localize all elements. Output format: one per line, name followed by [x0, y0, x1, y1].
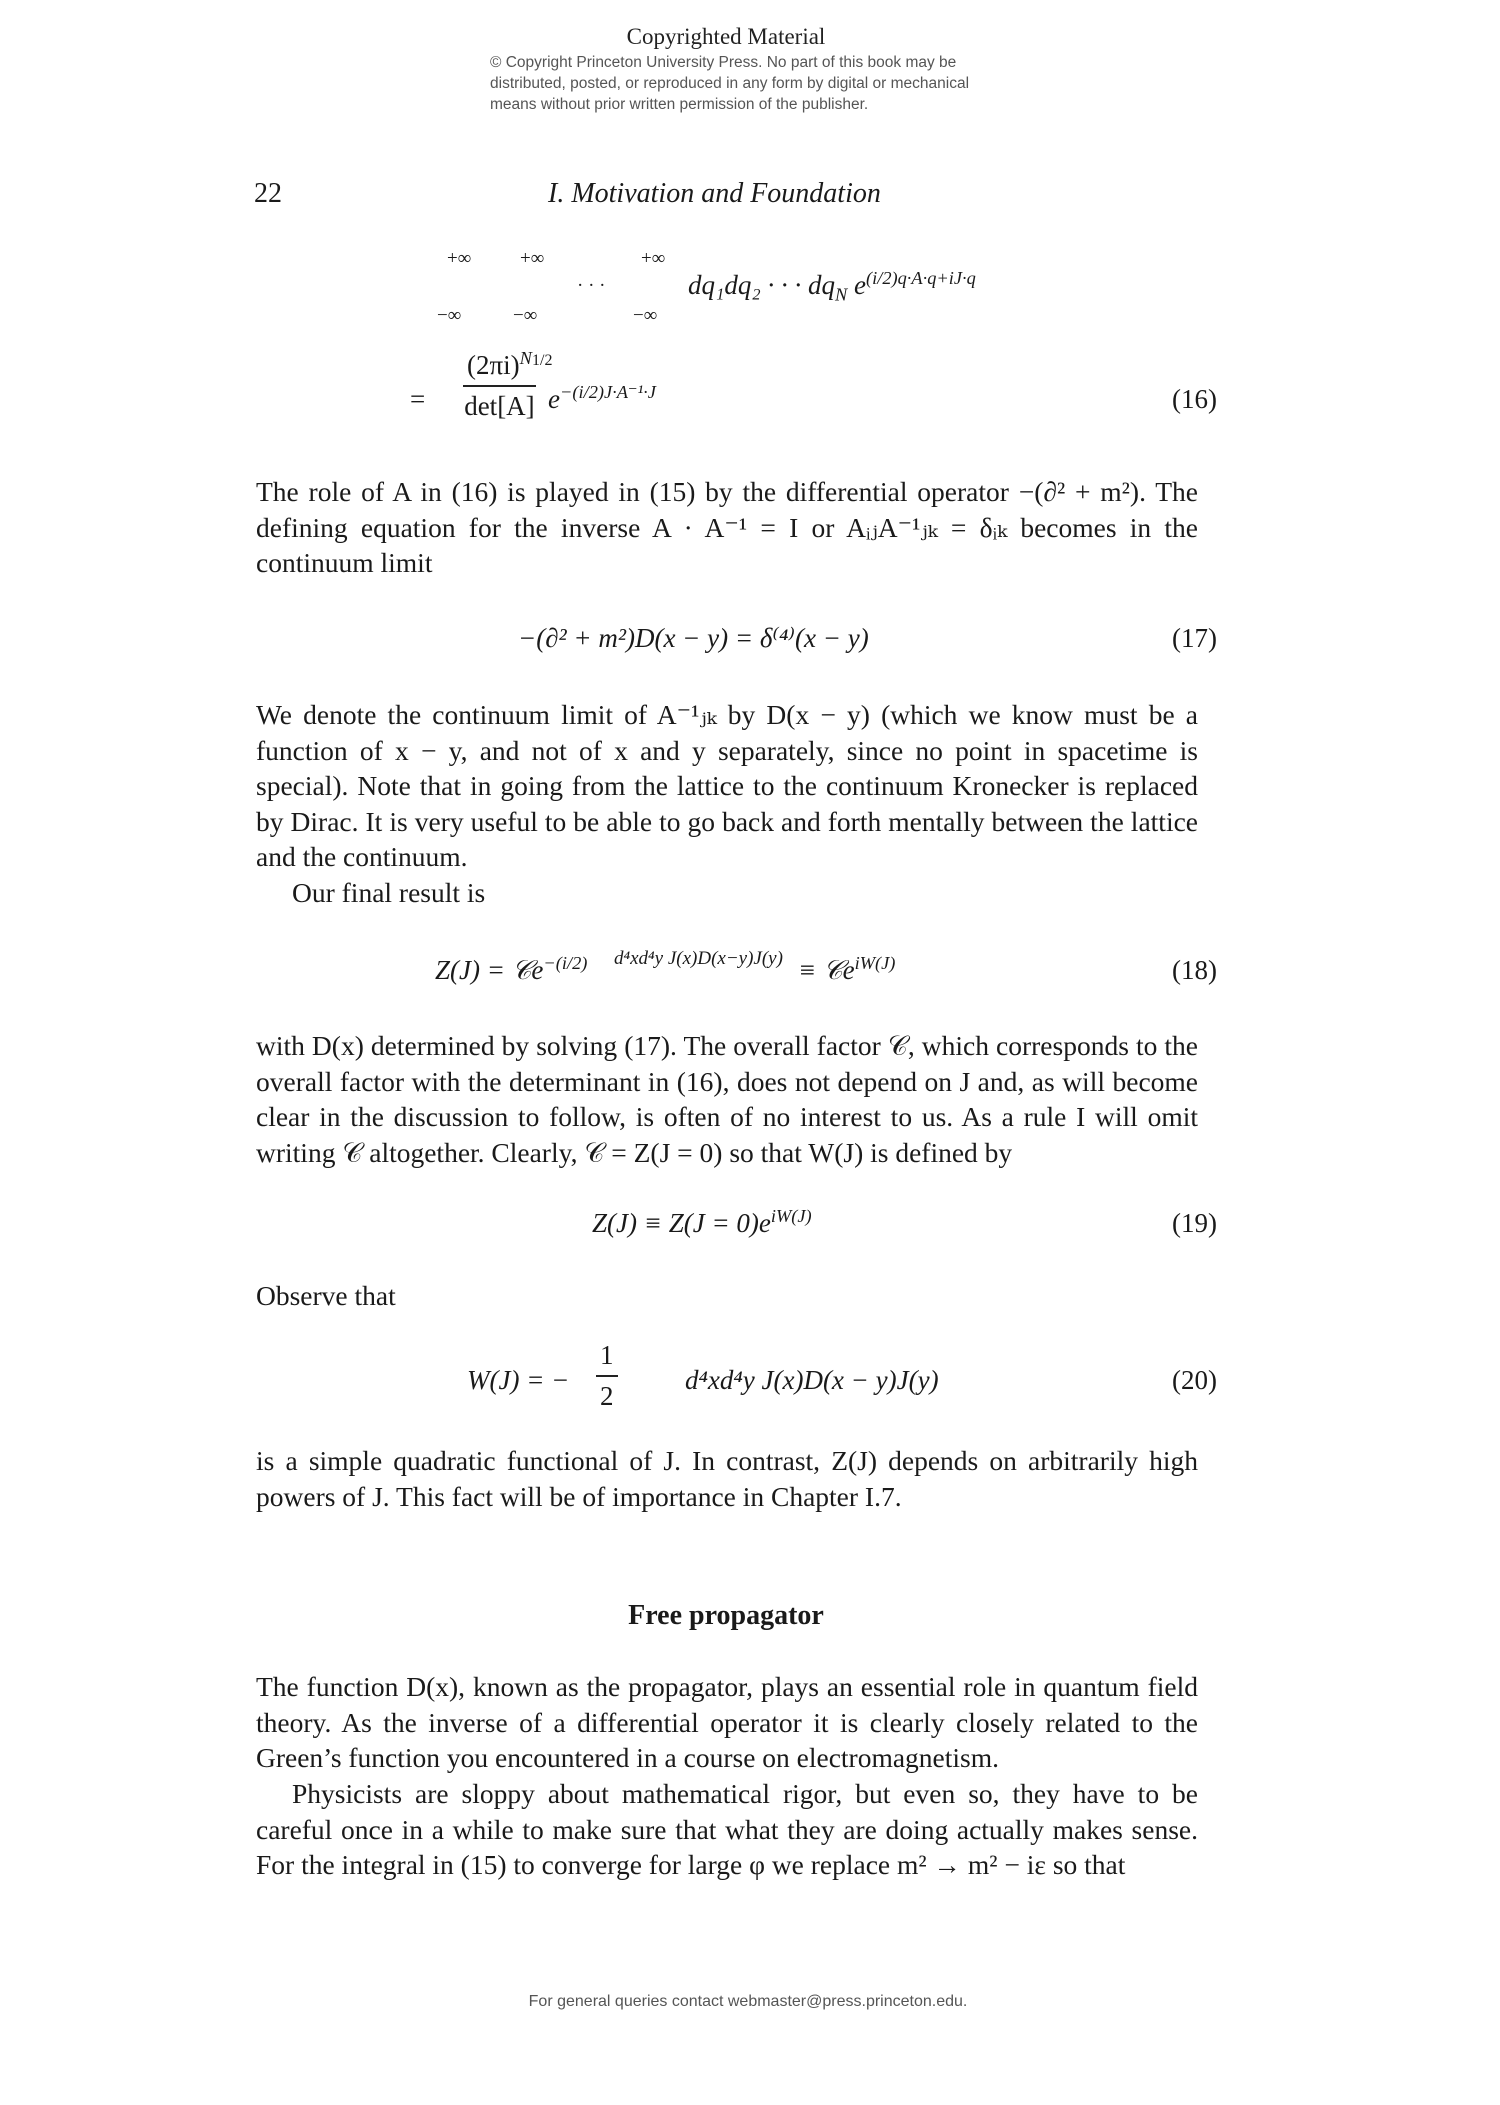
equation-rhs: [798, 955, 895, 987]
upper-limit: +∞: [447, 248, 472, 269]
rhs-text: ≡ 𝒞e: [798, 955, 855, 985]
lower-limit: −∞: [437, 305, 462, 326]
running-head-chapter: I. Motivation and Foundation: [548, 178, 881, 209]
fraction: [463, 350, 536, 422]
integrand: d⁴xd⁴y J(x)D(x−y)J(y): [614, 948, 783, 969]
paragraph: Our final result is: [292, 877, 486, 908]
paragraph: with D(x) determined by solving (17). The overall factor 𝒞, which corresponds to the overall factor with the determinant in (16), does not depend on J and, as will become clear in the discussion to follow, is often of no interest to us. As a rule I will omit writing 𝒞 altogether. Clearly, 𝒞 = Z(J = 0) so that W(J) is defined by: [256, 1030, 1198, 1168]
copyright-notice: [490, 52, 969, 115]
lower-limit: −∞: [633, 305, 658, 326]
lhs-text: Z(J) = 𝒞e: [435, 955, 544, 985]
integrand: d⁴xd⁴y J(x)D(x − y)J(y): [685, 1365, 939, 1395]
exp-power: −(i/2)J·A⁻¹·J: [559, 382, 656, 402]
equation-lhs: [435, 955, 587, 987]
paragraph: is a simple quadratic functional of J. In contrast, Z(J) depends on arbitrarily high powers of J. This fact will be of importance in Chapter I.7.: [256, 1445, 1198, 1512]
subscript-n: N: [835, 284, 848, 305]
equation-number: (20): [1172, 1365, 1217, 1395]
lower-limit: −∞: [513, 305, 538, 326]
equation-lhs: W(J) = −: [467, 1365, 570, 1395]
exp-power: iW(J): [770, 1206, 812, 1226]
equation-number: (19): [1172, 1208, 1217, 1238]
exponential: $e^{-(i/2)J\cdot A^{-1}\cdot J}$: [548, 382, 656, 414]
equals-sign: =: [410, 384, 426, 414]
equation-body: [592, 1208, 812, 1239]
exp-base: e: [854, 270, 867, 300]
differentials: dq₁dq₂ · · · dq: [688, 270, 836, 300]
fraction: [596, 1340, 618, 1412]
numerator: (2πi): [467, 350, 520, 380]
copyright-title: Copyrighted Material: [626, 24, 826, 49]
paragraph: The role of A in (16) is played in (15) by the differential operator −(∂² + m²). The defining equation for the inverse A · A⁻¹ = I or AᵢⱼA⁻¹ⱼₖ = δᵢₖ becomes in the continuum limit: [256, 476, 1198, 579]
denominator: det[A]: [464, 391, 535, 421]
equation-number: (18): [1172, 955, 1217, 985]
numerator-power: N: [519, 348, 532, 368]
integrand: [688, 268, 976, 305]
paragraph: Observe that: [256, 1280, 396, 1311]
copyright-line: means without prior written permission of the publisher.: [490, 96, 869, 113]
denominator: 2: [600, 1381, 614, 1411]
paragraph: We denote the continuum limit of A⁻¹ⱼₖ by D(x − y) (which we know must be a function of x − y, and not of x and y separately, since no point in spacetime is special). Note that in going from the lattice to the continuum Kronecker is replaced by Dirac. It is very useful to be able to go back and forth mentally between the lattice and the continuum.: [256, 699, 1198, 873]
copyright-line: distributed, posted, or reproduced in any form by digital or mechanical: [490, 75, 970, 92]
numerator: 1: [596, 1340, 618, 1377]
upper-limit: +∞: [641, 248, 666, 269]
upper-limit: +∞: [520, 248, 545, 269]
page-number: 22: [254, 178, 282, 209]
paragraph: Physicists are sloppy about mathematical rigor, but even so, they have to be careful once in a while to make sure that what they are doing actually makes sense. For the integral in (15) to converge for large φ we replace m² → m² − iε so that: [256, 1778, 1198, 1881]
footer-contact: For general queries contact webmaster@press.princeton.edu.: [528, 1993, 968, 2010]
exp-power: iW(J): [854, 953, 896, 973]
integral-dots: · · ·: [577, 275, 606, 296]
section-heading: Free propagator: [628, 1600, 824, 1631]
equation-number: (17): [1172, 623, 1217, 653]
exp-power: (i/2)q·A·q+iJ·q: [866, 268, 976, 288]
equation-number: (16): [1172, 384, 1217, 414]
copyright-line: © Copyright Princeton University Press. No part of this book may be: [490, 54, 957, 71]
equation-body: −(∂² + m²)D(x − y) = δ⁽⁴⁾(x − y): [518, 623, 869, 653]
equation-text: Z(J) ≡ Z(J = 0)e: [592, 1208, 771, 1238]
paragraph: The function D(x), known as the propagator, plays an essential role in quantum field theory. As the inverse of a differential operator it is clearly closely related to the Green’s function you encountered in a course on electromagnetism.: [256, 1671, 1198, 1774]
exp-power: −(i/2): [543, 953, 588, 973]
half-power: 1/2: [532, 352, 553, 369]
